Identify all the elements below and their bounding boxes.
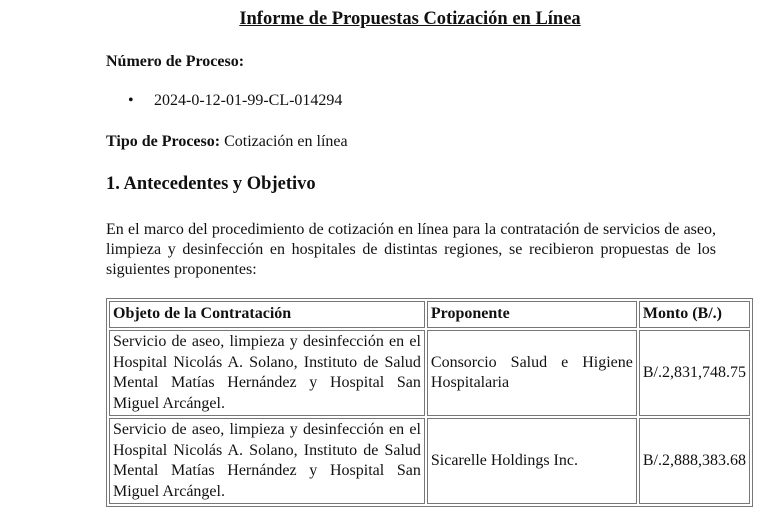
process-type-label: Tipo de Proceso:	[106, 133, 221, 150]
cell-monto: B/.2,831,748.75	[639, 330, 750, 416]
table-row	[109, 418, 750, 504]
cell-monto: B/.2,888,383.68	[639, 418, 750, 504]
cell-proponente: Consorcio Salud e Higiene Hospitalaria	[427, 330, 637, 416]
process-type-value: Cotización en línea	[224, 133, 348, 150]
header-proponente: Proponente	[427, 301, 637, 328]
cell-objeto: Servicio de aseo, limpieza y desinfección en el Hospital Nicolás A. Solano, Instituto de Salud Mental Matías Hernández y Hospital San Miguel Arcángel.	[109, 330, 425, 416]
intro-paragraph: En el marco del procedimiento de cotización en línea para la contratación de servicios de aseo, limpieza y desinfección en hospitales de distintas regiones, se recibieron propuestas de los siguientes proponentes:	[106, 221, 716, 278]
header-monto: Monto (B/.)	[639, 301, 750, 328]
table-row	[109, 330, 750, 416]
cell-objeto: Servicio de aseo, limpieza y desinfección en el Hospital Nicolás A. Solano, Instituto de Salud Mental Matías Hernández y Hospital San Miguel Arcángel.	[109, 418, 425, 504]
process-number-value: 2024-0-12-01-99-CL-014294	[154, 92, 343, 109]
table-header-row	[109, 301, 750, 328]
bullet-icon: •	[128, 92, 134, 109]
cell-proponente: Sicarelle Holdings Inc.	[427, 418, 637, 504]
process-number-label: Número de Proceso:	[106, 53, 245, 70]
section-heading: 1. Antecedentes y Objetivo	[106, 174, 316, 194]
process-type	[106, 133, 348, 151]
proposals-table	[106, 298, 753, 507]
document-title: Informe de Propuestas Cotización en Línea	[239, 9, 581, 29]
header-objeto: Objeto de la Contratación	[109, 301, 425, 328]
